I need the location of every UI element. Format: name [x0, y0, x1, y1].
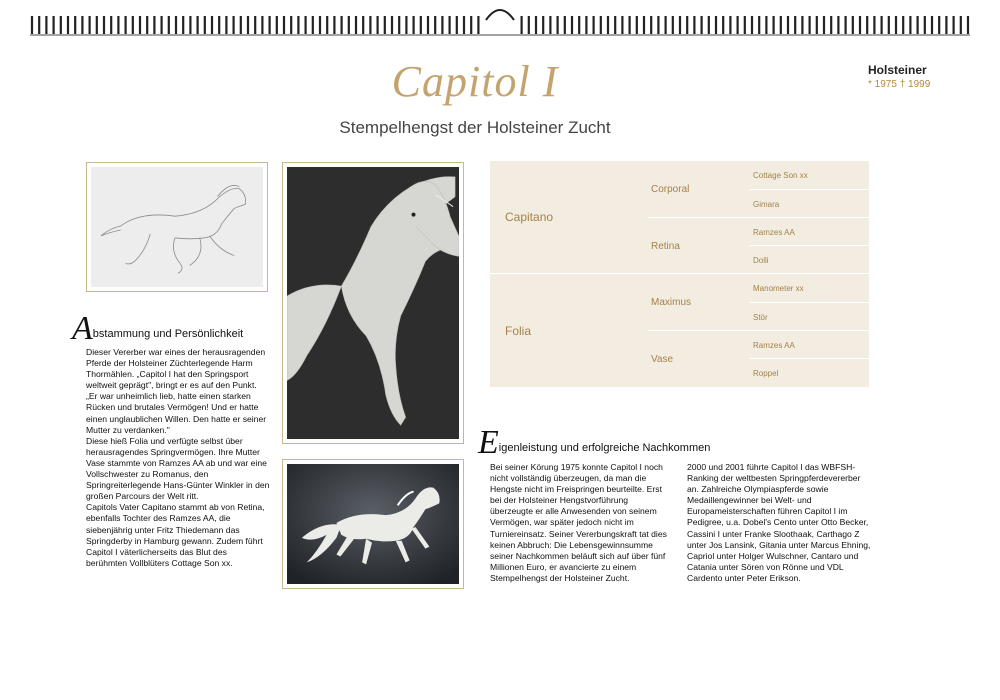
section-heading-text: bstammung und Persönlichkeit	[92, 328, 244, 340]
breed-name: Holsteiner	[868, 63, 927, 77]
pedigree-dam-dam: Vase	[651, 353, 674, 365]
white-horse-image	[282, 459, 464, 589]
section-body-col1	[490, 462, 670, 584]
dropcap: A	[72, 310, 93, 347]
paragraph: Capitols Vater Capitano stammt ab von Retina, ebenfalls Tochter des Ramzes AA, die siebenjährig unter Fritz Thiedemann das Springderby in Hamburg gewann. Zudem führt Capitol I väterlicherseits das Blut des berühmten Vollblüters Cottage Son xx.	[86, 502, 265, 568]
death-year: † 1999	[899, 79, 931, 90]
pedigree-g3-3: Ramzes AA	[753, 227, 795, 237]
pedigree-sire-dam: Retina	[651, 240, 680, 252]
page-title: Capitol I	[391, 57, 559, 106]
pedigree-g3-2: Gimara	[753, 199, 780, 209]
section-body-col2	[687, 462, 871, 584]
pedigree-dam-sire: Maximus	[651, 296, 692, 308]
paragraph: Diese hieß Folia und verfügte selbst über herausragendes Springvermögen. Ihre Mutter Vase stammte von Ramzes AA ab und war eine Vollschwester zu Romanus, den Springreiterlegende Hans-Günter Winkler in den großen Parcours der Welt ritt.	[86, 435, 270, 502]
pedigree-chart	[490, 161, 869, 387]
pedigree-g3-8: Roppel	[753, 368, 779, 378]
pedigree-dam: Folia	[505, 323, 532, 338]
breed-dates	[868, 79, 930, 90]
section-heading-eigenleistung	[478, 424, 711, 461]
birth-year: * 1975	[868, 79, 897, 90]
section-body-abstammung	[86, 347, 270, 569]
pedigree-g3-6: Stör	[753, 312, 768, 322]
pedigree-g3-4: Dolli	[753, 255, 769, 265]
pedigree-g3-1: Cottage Son xx	[753, 170, 808, 180]
sketch-image	[86, 162, 268, 292]
page-subtitle: Stempelhengst der Holsteiner Zucht	[339, 118, 611, 137]
spiral-binding	[0, 0, 1000, 40]
paragraph: 2000 und 2001 führte Capitol I das WBFSH-Ranking der weltbesten Springpferdevererber an. Zahlreiche Olympiaspferde sowie Medaillengewinner bei Welt- und Europameisterschaften führen Capitol I im Pedigree, u.a. Dobel's Cento unter Otto Becker, Cassini I unter Franke Sloothaak, Carthago Z unter Jos Lansink, Gitania unter Marcus Ehning, Capriol unter Holger Wulschner, Cantaro und Catania unter Sören von Rönne und VDL Cardento unter Peter Erikson.	[687, 462, 871, 583]
section-heading-abstammung	[72, 310, 244, 347]
breed-info	[868, 63, 930, 90]
section-heading-text: igenleistung und erfolgreiche Nachkommen	[498, 442, 711, 454]
pedigree-g3-7: Ramzes AA	[753, 340, 795, 350]
paragraph: Bei seiner Körung 1975 konnte Capitol I noch nicht vollständig überzeugen, da man die Hengste nicht im Freispringen beurteilte. Erst bei der Holsteiner Hengstvorführung überzeugte er alle Anwesenden von seinem Vermögen, war später jedoch nicht im Turniereinsatz. Seiner Vererbungskraft tat dies keinen Abbruch: Die Lebensgewinnsumme seiner Nachkommen beläuft sich auf über fünf Millionen Euro, er avancierte zu einem Stempelhengst der Holsteiner Zucht.	[490, 462, 667, 583]
pedigree-sire-sire: Corporal	[651, 183, 690, 195]
pedigree-sire: Capitano	[505, 210, 554, 224]
dropcap: E	[478, 424, 499, 461]
dark-painting-image	[282, 162, 464, 444]
pedigree-g3-5: Manometer xx	[753, 283, 804, 293]
paragraph: Dieser Vererber war eines der herausragenden Pferde der Holsteiner Züchterlegende Harm Thormählen. „Capitol I hat den Springsport weltweit geprägt", bringt er es auf den Punkt. „Er war unheimlich lieb, hatte einen starken Rücken und brutales Vermögen! Und er hatte einen unglaublichen Willen. Den hatte er seiner Mutter zu verdanken."	[86, 347, 267, 435]
